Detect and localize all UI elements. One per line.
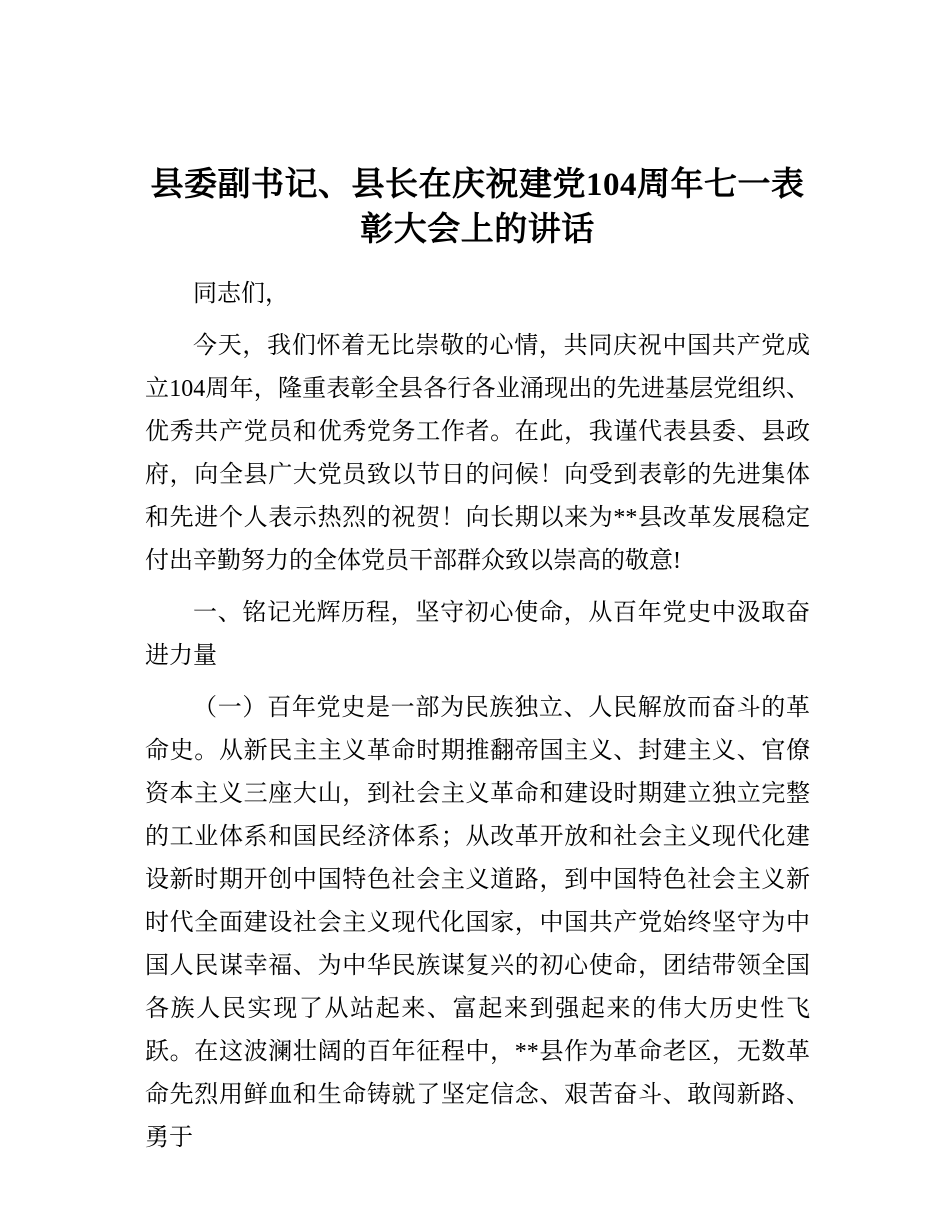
paragraph-salutation: 同志们， bbox=[193, 281, 289, 307]
document-title-line-1: 县委副书记、县长在庆祝建党104周年七一表 bbox=[150, 167, 805, 203]
paragraph-section-one-body: （一）百年党史是一部为民族独立、人民解放而奋斗的革命史。从新民主主义革命时期推翻帝国主义、封建主义、官僚资本主义三座大山，到社会主义革命和建设时期建立独立完整的工业体系和国民经济体系；从改革开放和社会主义现代化建设新时期开创中国特色社会主义道路，到中国特色社会主义新时代全面建设社会主义现代化国家，中国共产党始终坚守为中国人民谋幸福、为中华民族谋复兴的初心使命，团结带领全国各族人民实现了从站起来、富起来到强起来的伟大历史性飞跃。在这波澜壮阔的百年征程中，**县作为革命老区，无数革命先烈用鲜血和生命铸就了坚定信念、艰苦奋斗、敢闯新路、勇于 bbox=[145, 695, 810, 1151]
document-title bbox=[145, 163, 810, 253]
document-title-line-2: 彰大会上的讲话 bbox=[360, 212, 595, 248]
paragraph-section-heading: 一、铭记光辉历程，坚守初心使命，从百年党史中汲取奋进力量 bbox=[145, 600, 810, 669]
paragraph-opening: 今天，我们怀着无比崇敬的心情，共同庆祝中国共产党成立104周年，隆重表彰全县各行各业涌现出的先进基层党组织、优秀共产党员和优秀党务工作者。在此，我谨代表县委、县政府，向全县广大党员致以节日的问候！向受到表彰的先进集体和先进个人表示热烈的祝贺！向长期以来为**县改革发展稳定付出辛勤努力的全体党员干部群众致以崇高的敬意! bbox=[145, 333, 810, 574]
